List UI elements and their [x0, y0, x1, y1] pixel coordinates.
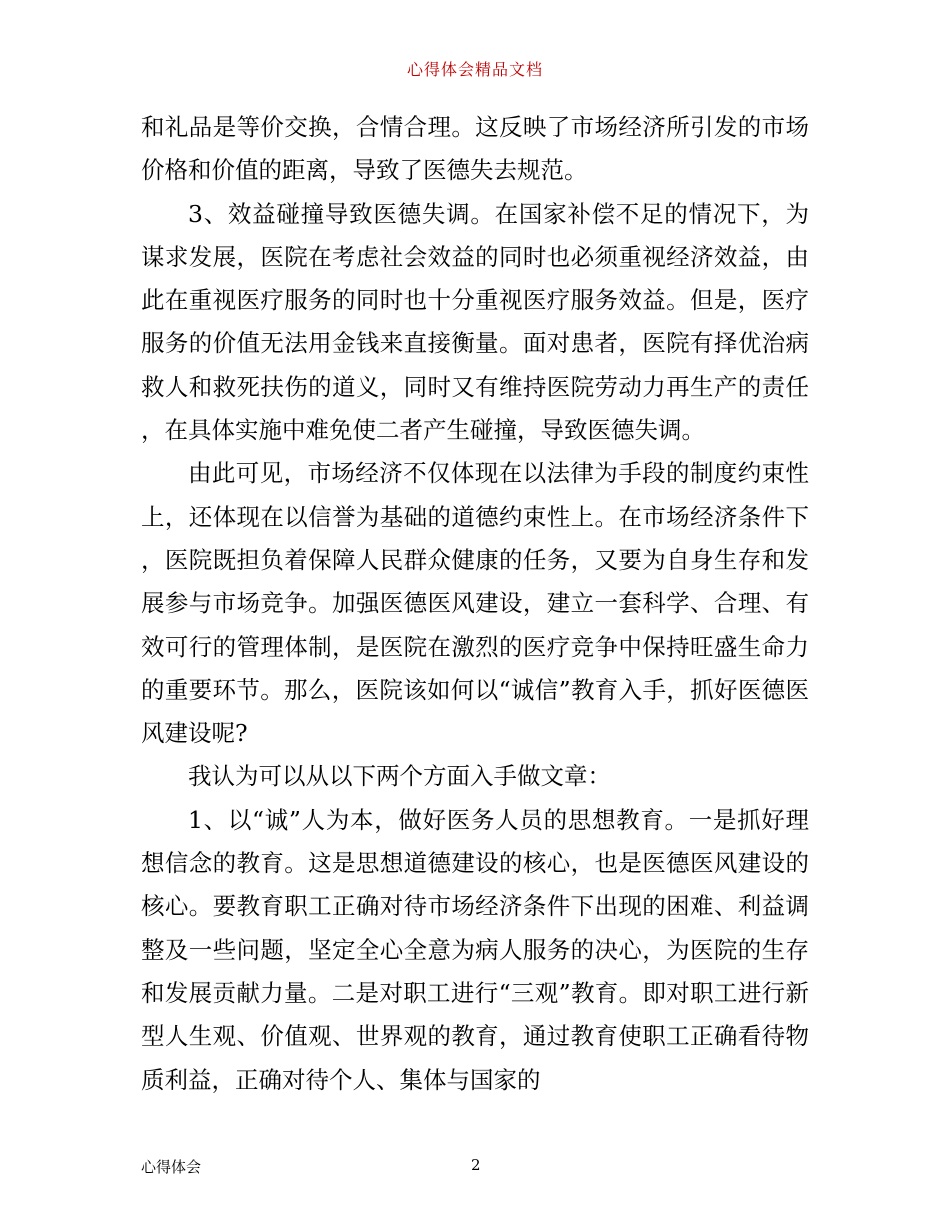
- paragraph-two-aspects: 我认为可以从以下两个方面入手做文章：: [188, 762, 611, 791]
- page-footer: [141, 1156, 809, 1176]
- document-body: [141, 106, 809, 1102]
- page-header-title: 心得体会精品文档: [406, 60, 543, 79]
- paragraph-continuation: 和礼品是等价交换，合情合理。这反映了市场经济所引发的市场价格和价值的距离，导致了医德失去规范。: [141, 113, 809, 185]
- paragraph-market-economy: 由此可见，市场经济不仅体现在以法律为手段的制度约束性上，还体现在以信誉为基础的道德约束性上。在市场经济条件下，医院既担负着保障人民群众健康的任务，又要为自身生存和发展参与市场竞争。加强医德医风建设，建立一套科学、合理、有效可行的管理体制，是医院在激烈的医疗竞争中保持旺盛生命力的重要环节。那么，医院该如何以“诚信”教育入手，抓好医德医风建设呢?: [141, 459, 809, 748]
- paragraph-ideological-education: 1、以“诚”人为本，做好医务人员的思想教育。一是抓好理想信念的教育。这是思想道德建设的核心，也是医德医风建设的核心。要教育职工正确对待市场经济条件下出现的困难、利益调整及一些问题，坚定全心全意为病人服务的决心，为医院的生存和发展贡献力量。二是对职工进行“三观”教育。即对职工进行新型人生观、价值观、世界观的教育，通过教育使职工正确看待物质利益，正确对待个人、集体与国家的: [141, 805, 809, 1094]
- footer-label: 心得体会: [141, 1158, 202, 1176]
- page-number: 2: [471, 1156, 481, 1174]
- paragraph-benefit-collision: 3、效益碰撞导致医德失调。在国家补偿不足的情况下，为谋求发展，医院在考虑社会效益的同时也必须重视经济效益，由此在重视医疗服务的同时也十分重视医疗服务效益。但是，医疗服务的价值无法用金钱来直接衡量。面对患者，医院有择优治病救人和救死扶伤的道义，同时又有维持医院劳动力再生产的责任，在具体实施中难免使二者产生碰撞，导致医德失调。: [141, 199, 809, 445]
